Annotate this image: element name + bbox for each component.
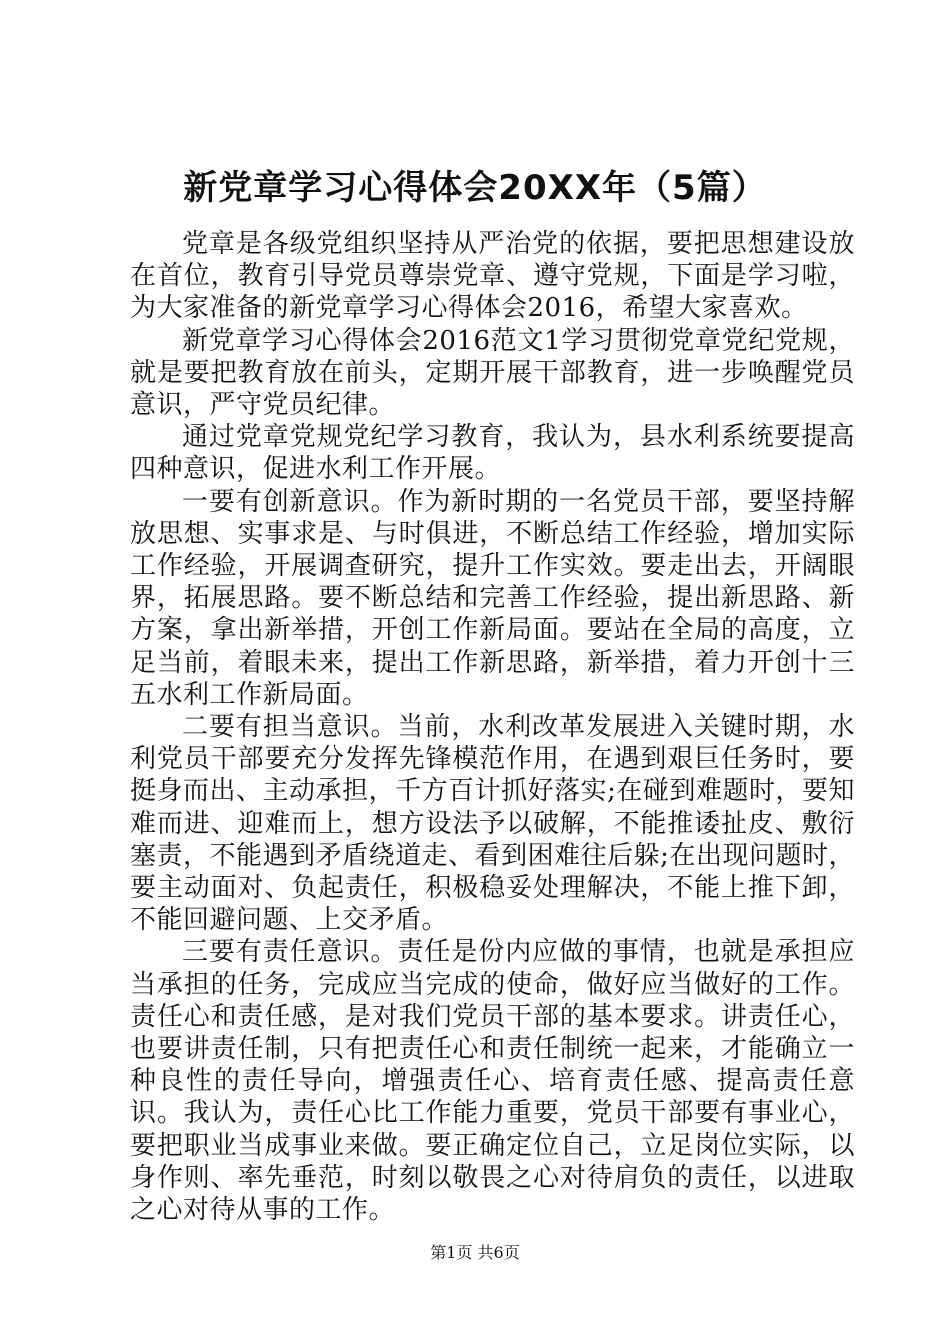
document-title: 新党章学习心得体会20XX年（5篇） [183, 168, 767, 208]
paragraph-intro: 党章是各级党组织坚持从严治党的依据，要把思想建设放在首位，教育引导党员尊崇党章、遵守党规，下面是学习啦，为大家准备的新党章学习心得体会2016，希望大家喜欢。 [130, 229, 855, 324]
page-number-footer: 第1页 共6页 [430, 1243, 520, 1262]
paragraph-four-awareness: 通过党章党规党纪学习教育，我认为，县水利系统要提高四种意识，促进水利工作开展。 [130, 422, 855, 485]
document-body [130, 228, 855, 1226]
paragraph-sense-of-duty: 三要有责任意识。责任是份内应做的事情，也就是承担应当承担的任务，完成应当完成的使命，做好应当做好的工作。责任心和责任感，是对我们党员干部的基本要求。讲责任心，也要讲责任制，只有把责任心和责任制统一起来，才能确立一种良性的责任导向，增强责任心、培育责任感、提高责任意识。我认为，责任心比工作能力重要，党员干部要有事业心，要把职业当成事业来做。要正确定位自己，立足岗位实际，以身作则、率先垂范，时刻以敬畏之心对待肩负的责任，以进取之心对待从事的工作。 [130, 937, 855, 1226]
paragraph-innovation: 一要有创新意识。作为新时期的一名党员干部，要坚持解放思想、实事求是、与时俱进，不断总结工作经验，增加实际工作经验，开展调查研究，提升工作实效。要走出去，开阔眼界，拓展思路。要不断总结和完善工作经验，提出新思路、新方案，拿出新举措，开创工作新局面。要站在全局的高度，立足当前，着眼未来，提出工作新思路，新举措，着力开创十三五水利工作新局面。 [130, 486, 855, 710]
paragraph-sample-1: 新党章学习心得体会2016范文1学习贯彻党章党纪党规，就是要把教育放在前头，定期开展干部教育，进一步唤醒党员意识，严守党员纪律。 [130, 325, 855, 421]
paragraph-responsibility-taking: 二要有担当意识。当前，水利改革发展进入关键时期，水利党员干部要充分发挥先锋模范作用，在遇到艰巨任务时，要挺身而出、主动承担，千方百计抓好落实;在碰到难题时，要知难而进、迎难而上，想方设法予以破解，不能推诿扯皮、敷衍塞责，不能遇到矛盾绕道走、看到困难往后躲;在出现问题时，要主动面对、负起责任，积极稳妥处理解决，不能上推下卸，不能回避问题、上交矛盾。 [130, 712, 855, 936]
